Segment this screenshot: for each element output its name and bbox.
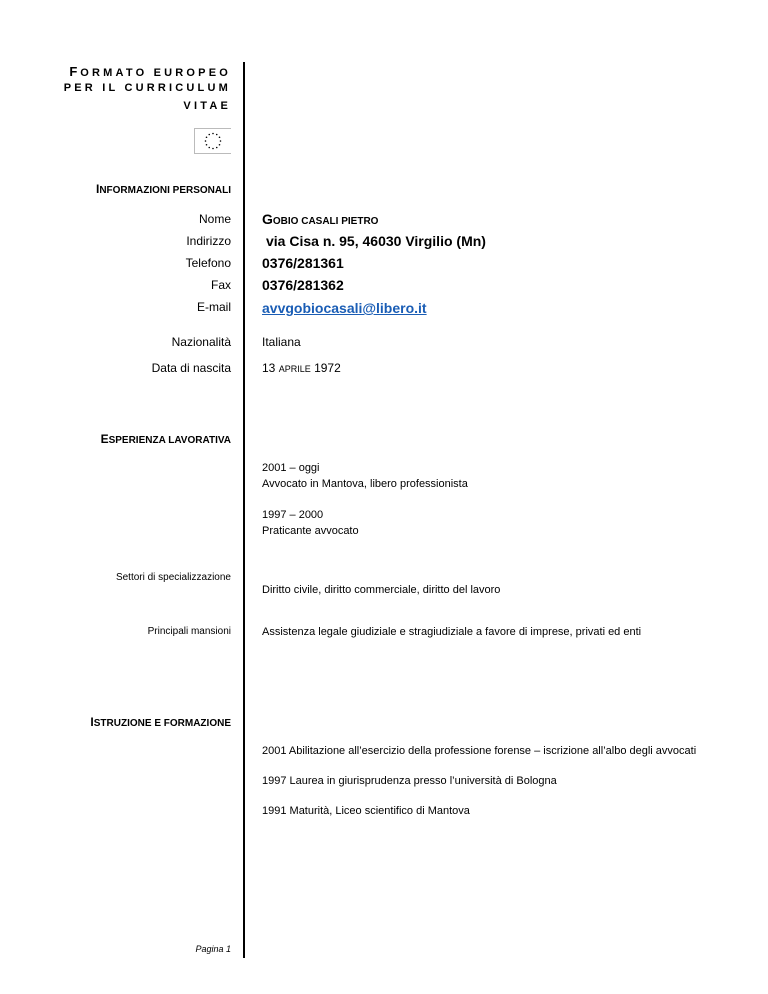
education-item-2: 1997 Laurea in giurisprudenza presso l’università di Bologna (262, 775, 557, 787)
label-fax: Fax (210, 278, 231, 292)
label-mansioni: Principali mansioni (147, 626, 231, 637)
email-link[interactable]: avvgobiocasali@libero.it (262, 300, 427, 316)
label-nome: Nome (198, 212, 231, 226)
education-item-3: 1991 Maturità, Liceo scientifico di Mantova (262, 805, 470, 817)
experience-role-2: Praticante avvocato (262, 525, 359, 537)
experience-period-2: 1997 – 2000 (262, 509, 324, 521)
value-telefono: 0376/281361 (262, 255, 344, 271)
value-nome: GOBIO CASALI PIETRO (262, 211, 379, 227)
education-item-1: 2001 Abilitazione all’esercizio della professione forense – iscrizione all’albo degli avvocati (262, 745, 697, 757)
value-email[interactable] (262, 300, 427, 316)
label-settori: Settori di specializzazione (115, 572, 231, 583)
value-data-nascita: 13 APRILE 1972 (262, 361, 341, 375)
section-personal-info: INFORMAZIONI PERSONALI (95, 182, 231, 196)
cv-title-line2: PER IL CURRICULUM (63, 82, 231, 94)
value-mansioni: Assistenza legale giudiziale e stragiudiziale a favore di imprese, privati ed enti (262, 626, 642, 638)
page-number: Pagina 1 (195, 944, 231, 954)
cv-title-line1: FORMATO EUROPEO (69, 64, 231, 79)
value-indirizzo: via Cisa n. 95, 46030 Virgilio (Mn) (266, 233, 486, 249)
label-nazionalita: Nazionalità (171, 335, 231, 349)
label-data-nascita: Data di nascita (151, 361, 231, 375)
experience-role-1: Avvocato in Mantova, libero professionista (262, 478, 468, 490)
section-education: ISTRUZIONE E FORMAZIONE (90, 715, 231, 729)
experience-period-1: 2001 – oggi (262, 462, 320, 474)
value-fax: 0376/281362 (262, 277, 344, 293)
label-telefono: Telefono (185, 256, 231, 270)
value-nazionalita: Italiana (262, 335, 301, 349)
value-settori: Diritto civile, diritto commerciale, diritto del lavoro (262, 584, 501, 596)
cv-title-line3: VITAE (183, 100, 231, 112)
eu-flag-icon (194, 128, 231, 154)
label-indirizzo: Indirizzo (186, 234, 231, 248)
section-experience: ESPERIENZA LAVORATIVA (100, 432, 231, 446)
vertical-divider (243, 62, 245, 958)
label-email: E-mail (196, 300, 231, 314)
